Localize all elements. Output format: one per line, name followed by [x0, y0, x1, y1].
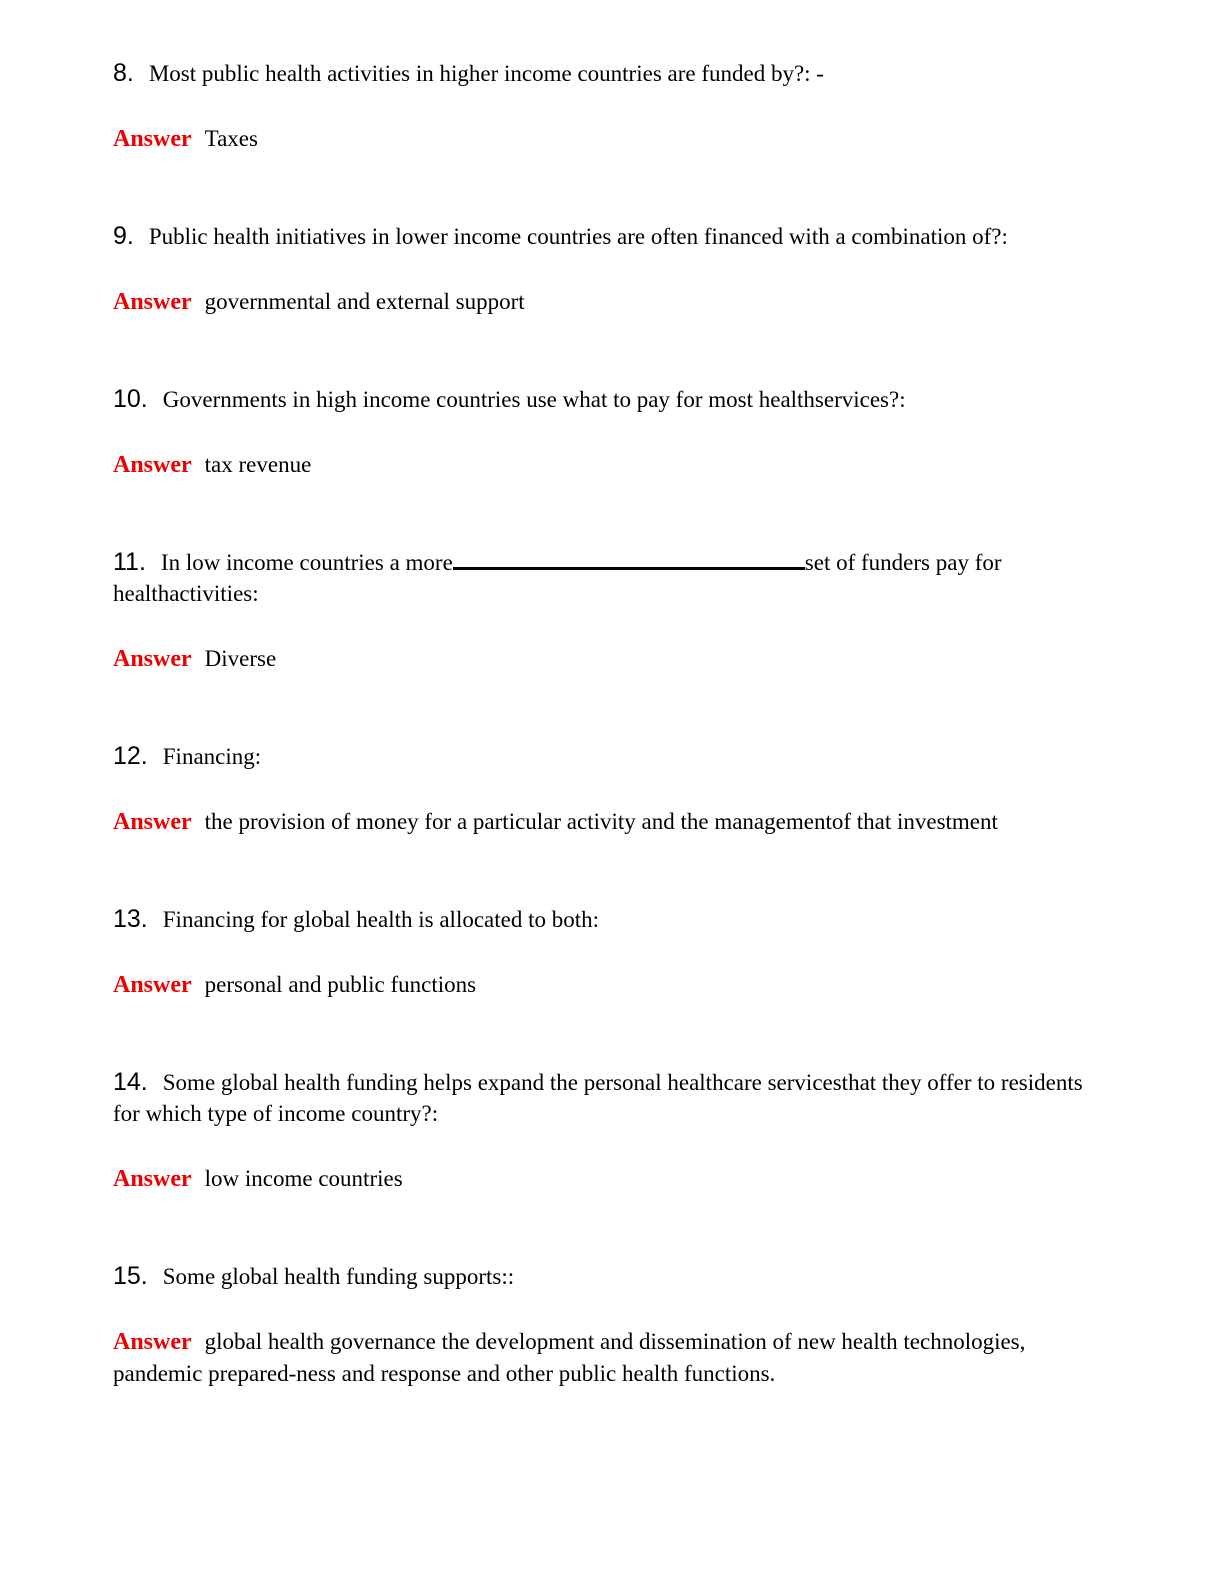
question-paragraph: [113, 1067, 1104, 1129]
qa-item: [113, 741, 1104, 838]
question-paragraph: [113, 741, 1104, 772]
answer-text: the provision of money for a particular activity and the managementof that investment: [204, 809, 998, 834]
answer-label: Answer: [113, 809, 192, 835]
answer-label: Answer: [113, 1329, 192, 1355]
answer-text: Taxes: [204, 126, 258, 151]
question-text: Financing:: [162, 744, 262, 769]
answer-label: Answer: [113, 452, 192, 478]
question-number: 14.: [113, 1068, 148, 1096]
question-number: 13.: [113, 905, 148, 933]
qa-item: [113, 1261, 1104, 1389]
answer-label: Answer: [113, 972, 192, 998]
answer-label: Answer: [113, 289, 192, 315]
qa-item: [113, 221, 1104, 318]
question-text-after-blank: set of funders pay for healthactivities:: [113, 550, 1002, 606]
question-text: Some global health funding helps expand the personal healthcare servicesthat they offer to residents for which type of income country?:: [113, 1070, 1083, 1126]
qa-item: [113, 58, 1104, 155]
answer-paragraph: [113, 1326, 1104, 1389]
answer-text: governmental and external support: [204, 289, 525, 314]
answer-text: Diverse: [204, 646, 277, 671]
answer-text: global health governance the development and dissemination of new health technologies, pandemic prepared-ness and response and other public health functions.: [113, 1329, 1026, 1386]
answer-paragraph: [113, 123, 1104, 155]
question-number: 12.: [113, 742, 148, 770]
question-paragraph: [113, 1261, 1104, 1292]
question-text: Public health initiatives in lower income countries are often financed with a combination of?:: [148, 224, 1008, 249]
answer-paragraph: [113, 969, 1104, 1001]
question-text: Financing for global health is allocated to both:: [162, 907, 600, 932]
fill-in-blank-line: [453, 547, 805, 570]
answer-paragraph: [113, 1163, 1104, 1195]
question-paragraph: [113, 58, 1104, 89]
question-text: Some global health funding supports::: [162, 1264, 515, 1289]
question-text: Governments in high income countries use what to pay for most healthservices?:: [162, 387, 906, 412]
answer-text: low income countries: [204, 1166, 403, 1191]
qa-item: [113, 1067, 1104, 1195]
question-number: 9.: [113, 222, 134, 250]
question-paragraph: [113, 221, 1104, 252]
question-paragraph: [113, 384, 1104, 415]
qa-list: [113, 58, 1104, 1389]
question-number: 11.: [113, 548, 146, 576]
question-number: 8.: [113, 59, 134, 87]
question-text: Most public health activities in higher income countries are funded by?: -: [148, 61, 824, 86]
answer-text: personal and public functions: [204, 972, 477, 997]
question-number: 10.: [113, 385, 148, 413]
question-paragraph: [113, 547, 1104, 609]
qa-item: [113, 384, 1104, 481]
answer-paragraph: [113, 449, 1104, 481]
answer-label: Answer: [113, 646, 192, 672]
answer-paragraph: [113, 643, 1104, 675]
qa-item: [113, 547, 1104, 675]
answer-text: tax revenue: [204, 452, 312, 477]
answer-label: Answer: [113, 1166, 192, 1192]
answer-label: Answer: [113, 126, 192, 152]
answer-paragraph: [113, 286, 1104, 318]
answer-paragraph: [113, 806, 1104, 838]
question-text-before-blank: In low income countries a more: [160, 550, 453, 575]
question-number: 15.: [113, 1262, 148, 1290]
question-paragraph: [113, 904, 1104, 935]
qa-item: [113, 904, 1104, 1001]
